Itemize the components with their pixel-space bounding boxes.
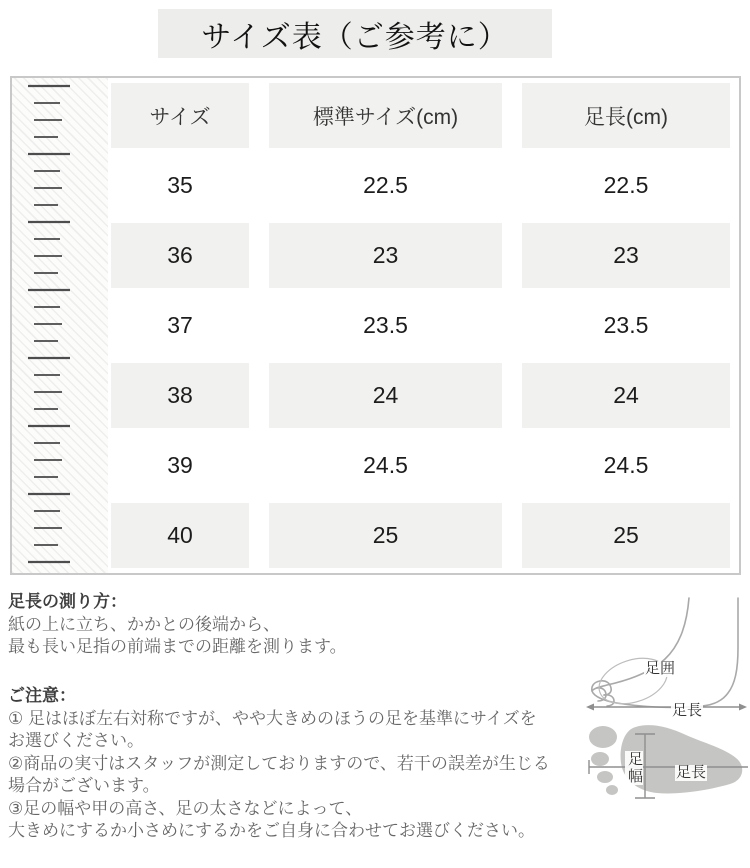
- notes-heading: ご注意：: [8, 686, 76, 705]
- table-row: 37: [167, 312, 193, 338]
- instep-line: [592, 598, 689, 691]
- note-line: 場合がございます。: [8, 776, 160, 795]
- size-table: サイズ 標準サイズ(cm) 足長(cm) 35 22.5 22.5 36 23 23 37 23.5 23.5 38 24 24 39 24.5 24.5 40 25 25: [111, 83, 730, 568]
- ruler-ticks: [12, 78, 108, 573]
- note-line: お選びください。: [8, 731, 144, 750]
- footprint-diagram: [585, 722, 750, 804]
- side-length-label: 足長: [672, 702, 703, 719]
- table-row: 39: [167, 452, 193, 478]
- table-row: 40: [111, 503, 249, 568]
- bottom-width-label: 足幅: [626, 751, 643, 785]
- col-header-size: サイズ: [111, 83, 249, 148]
- note-line: 大きめにするか小さめにするかをご自身に合わせてお選びください。: [8, 821, 535, 840]
- footprint-toe: [606, 785, 618, 795]
- page-title-box: [158, 9, 552, 58]
- foot-outline: [592, 598, 738, 707]
- col-header-foot-length: 足長(cm): [522, 83, 730, 148]
- measuring-instructions: [8, 591, 347, 659]
- table-row: 38: [111, 363, 249, 428]
- note-line: ③足の幅や甲の高さ、足の太さなどによって、: [8, 798, 363, 818]
- size-table-frame: [10, 76, 741, 575]
- col-header-standard-size: 標準サイズ(cm): [269, 83, 502, 148]
- page-title: サイズ表（ご参考に）: [201, 20, 509, 54]
- side-girth-label: 足囲: [645, 660, 676, 677]
- footprint-toe: [589, 726, 617, 748]
- measuring-heading: 足長の測り方：: [8, 592, 127, 611]
- footprint-toe: [591, 752, 609, 766]
- measuring-line: 最も長い足指の前端までの距離を測ります。: [8, 637, 347, 656]
- footprint-toe: [597, 771, 613, 783]
- table-row: 36: [111, 223, 249, 288]
- ruler-graphic: [12, 78, 108, 573]
- note-line: ②商品の実寸はスタッフが測定しておりますので、若干の誤差が生じる: [8, 753, 550, 773]
- measuring-line: 紙の上に立ち、かかとの後端から、: [8, 614, 280, 634]
- table-row: 35: [167, 172, 193, 198]
- bottom-length-label: 足長: [676, 764, 707, 781]
- note-line: ① 足はほぼ左右対称ですが、やや大きめのほうの足を基準にサイズを: [8, 708, 537, 728]
- notes-section: [8, 685, 550, 843]
